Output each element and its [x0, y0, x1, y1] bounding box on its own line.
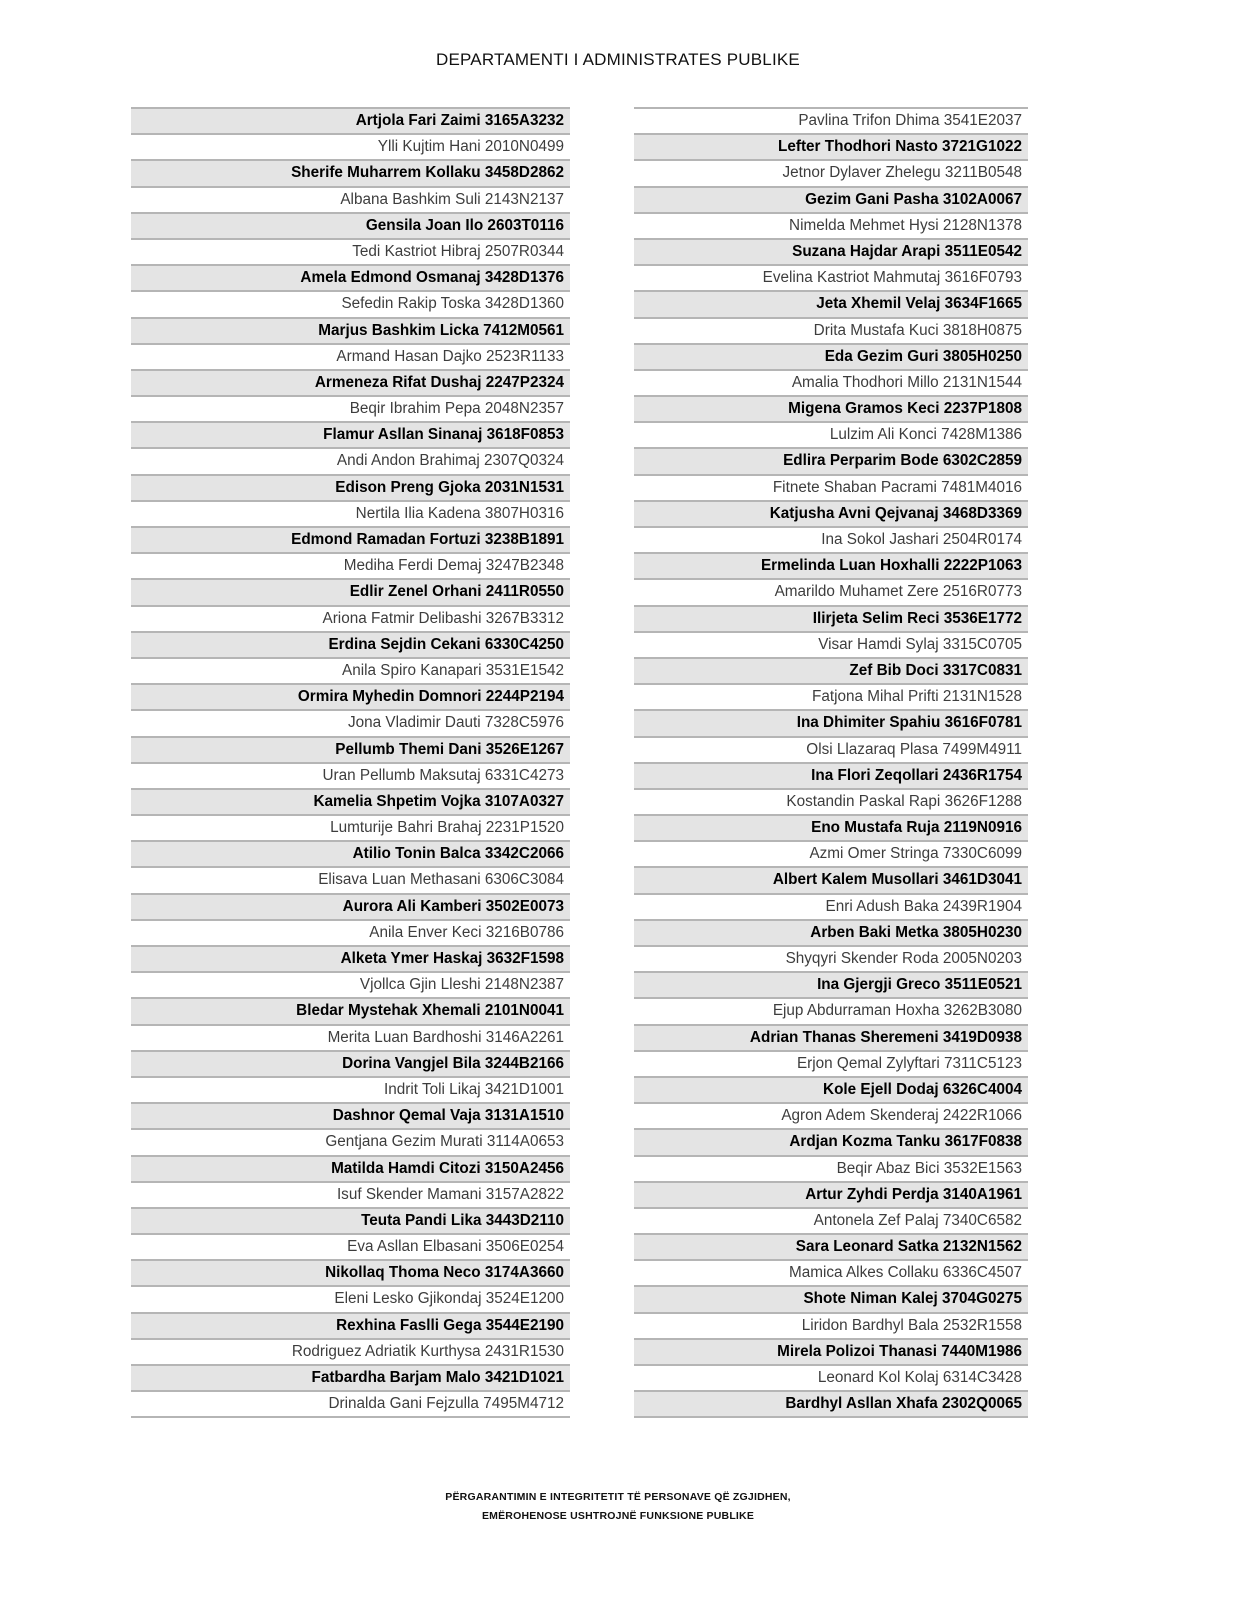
list-item: Anila Spiro Kanapari 3531E1542	[131, 657, 570, 683]
list-item: Jona Vladimir Dauti 7328C5976	[131, 709, 570, 735]
list-item: Alketa Ymer Haskaj 3632F1598	[131, 945, 570, 971]
list-item: Beqir Ibrahim Pepa 2048N2357	[131, 395, 570, 421]
list-item: Antonela Zef Palaj 7340C6582	[634, 1207, 1028, 1233]
list-item: Anila Enver Keci 3216B0786	[131, 919, 570, 945]
list-item: Kostandin Paskal Rapi 3626F1288	[634, 788, 1028, 814]
list-item: Teuta Pandi Lika 3443D2110	[131, 1207, 570, 1233]
list-item: Shote Niman Kalej 3704G0275	[634, 1285, 1028, 1311]
list-item: Dashnor Qemal Vaja 3131A1510	[131, 1102, 570, 1128]
list-item: Fitnete Shaban Pacrami 7481M4016	[634, 474, 1028, 500]
list-item: Evelina Kastriot Mahmutaj 3616F0793	[634, 264, 1028, 290]
list-item: Ina Dhimiter Spahiu 3616F0781	[634, 709, 1028, 735]
footer	[0, 1488, 1236, 1526]
list-item: Jeta Xhemil Velaj 3634F1665	[634, 290, 1028, 316]
left-name-list	[131, 107, 570, 1418]
list-item: Andi Andon Brahimaj 2307Q0324	[131, 447, 570, 473]
list-item: Edlira Perparim Bode 6302C2859	[634, 447, 1028, 473]
list-item: Drinalda Gani Fejzulla 7495M4712	[131, 1390, 570, 1416]
list-item: Azmi Omer Stringa 7330C6099	[634, 840, 1028, 866]
list-item: Albert Kalem Musollari 3461D3041	[634, 866, 1028, 892]
list-item: Nimelda Mehmet Hysi 2128N1378	[634, 212, 1028, 238]
list-item: Ariona Fatmir Delibashi 3267B3312	[131, 605, 570, 631]
list-item: Gentjana Gezim Murati 3114A0653	[131, 1128, 570, 1154]
list-item: Lumturije Bahri Brahaj 2231P1520	[131, 814, 570, 840]
list-item: Nikollaq Thoma Neco 3174A3660	[131, 1259, 570, 1285]
list-item: Drita Mustafa Kuci 3818H0875	[634, 317, 1028, 343]
list-item: Mamica Alkes Collaku 6336C4507	[634, 1259, 1028, 1285]
list-item: Ina Flori Zeqollari 2436R1754	[634, 762, 1028, 788]
list-item: Lulzim Ali Konci 7428M1386	[634, 421, 1028, 447]
footer-line-1: PËRGARANTIMIN E INTEGRITETIT TË PERSONAVE QË ZGJIDHEN,	[445, 1491, 791, 1503]
list-item: Albana Bashkim Suli 2143N2137	[131, 186, 570, 212]
list-item: Bledar Mystehak Xhemali 2101N0041	[131, 997, 570, 1023]
list-item: Zef Bib Doci 3317C0831	[634, 657, 1028, 683]
list-item: Sara Leonard Satka 2132N1562	[634, 1233, 1028, 1259]
list-item: Fatjona Mihal Prifti 2131N1528	[634, 683, 1028, 709]
list-item: Vjollca Gjin Lleshi 2148N2387	[131, 971, 570, 997]
list-item: Mediha Ferdi Demaj 3247B2348	[131, 552, 570, 578]
list-item: Ardjan Kozma Tanku 3617F0838	[634, 1128, 1028, 1154]
list-item: Eleni Lesko Gjikondaj 3524E1200	[131, 1285, 570, 1311]
list-item: Bardhyl Asllan Xhafa 2302Q0065	[634, 1390, 1028, 1416]
list-item: Kole Ejell Dodaj 6326C4004	[634, 1076, 1028, 1102]
list-item: Armeneza Rifat Dushaj 2247P2324	[131, 369, 570, 395]
list-item: Agron Adem Skenderaj 2422R1066	[634, 1102, 1028, 1128]
list-item: Artur Zyhdi Perdja 3140A1961	[634, 1181, 1028, 1207]
list-item: Eva Asllan Elbasani 3506E0254	[131, 1233, 570, 1259]
list-item: Nertila Ilia Kadena 3807H0316	[131, 500, 570, 526]
list-item: Indrit Toli Likaj 3421D1001	[131, 1076, 570, 1102]
list-item: Gensila Joan Ilo 2603T0116	[131, 212, 570, 238]
list-item: Leonard Kol Kolaj 6314C3428	[634, 1364, 1028, 1390]
list-item: Shyqyri Skender Roda 2005N0203	[634, 945, 1028, 971]
list-item: Suzana Hajdar Arapi 3511E0542	[634, 238, 1028, 264]
list-item: Erjon Qemal Zylyftari 7311C5123	[634, 1050, 1028, 1076]
list-item: Jetnor Dylaver Zhelegu 3211B0548	[634, 159, 1028, 185]
list-item: Rexhina Faslli Gega 3544E2190	[131, 1312, 570, 1338]
list-item: Matilda Hamdi Citozi 3150A2456	[131, 1155, 570, 1181]
list-item: Amalia Thodhori Millo 2131N1544	[634, 369, 1028, 395]
list-item: Flamur Asllan Sinanaj 3618F0853	[131, 421, 570, 447]
right-name-list	[634, 107, 1028, 1418]
list-item: Sherife Muharrem Kollaku 3458D2862	[131, 159, 570, 185]
list-item: Beqir Abaz Bici 3532E1563	[634, 1155, 1028, 1181]
list-item: Ylli Kujtim Hani 2010N0499	[131, 133, 570, 159]
list-item: Eno Mustafa Ruja 2119N0916	[634, 814, 1028, 840]
footer-line-2: EMËROHENOSE USHTROJNË FUNKSIONE PUBLIKE	[481, 1510, 755, 1522]
list-item: Pavlina Trifon Dhima 3541E2037	[634, 107, 1028, 133]
list-item: Ejup Abdurraman Hoxha 3262B3080	[634, 997, 1028, 1023]
list-item: Ina Sokol Jashari 2504R0174	[634, 526, 1028, 552]
list-item: Amela Edmond Osmanaj 3428D1376	[131, 264, 570, 290]
list-item: Ormira Myhedin Domnori 2244P2194	[131, 683, 570, 709]
list-item: Uran Pellumb Maksutaj 6331C4273	[131, 762, 570, 788]
list-item: Tedi Kastriot Hibraj 2507R0344	[131, 238, 570, 264]
list-item: Dorina Vangjel Bila 3244B2166	[131, 1050, 570, 1076]
list-item: Edmond Ramadan Fortuzi 3238B1891	[131, 526, 570, 552]
list-item: Sefedin Rakip Toska 3428D1360	[131, 290, 570, 316]
list-item: Pellumb Themi Dani 3526E1267	[131, 736, 570, 762]
list-item: Amarildo Muhamet Zere 2516R0773	[634, 578, 1028, 604]
list-end-rule	[131, 1416, 570, 1418]
list-item: Ilirjeta Selim Reci 3536E1772	[634, 605, 1028, 631]
list-item: Arben Baki Metka 3805H0230	[634, 919, 1028, 945]
list-item: Migena Gramos Keci 2237P1808	[634, 395, 1028, 421]
list-item: Ermelinda Luan Hoxhalli 2222P1063	[634, 552, 1028, 578]
list-item: Ina Gjergji Greco 3511E0521	[634, 971, 1028, 997]
list-item: Visar Hamdi Sylaj 3315C0705	[634, 631, 1028, 657]
list-item: Marjus Bashkim Licka 7412M0561	[131, 317, 570, 343]
list-item: Armand Hasan Dajko 2523R1133	[131, 343, 570, 369]
list-item: Kamelia Shpetim Vojka 3107A0327	[131, 788, 570, 814]
list-item: Elisava Luan Methasani 6306C3084	[131, 866, 570, 892]
list-item: Mirela Polizoi Thanasi 7440M1986	[634, 1338, 1028, 1364]
list-item: Merita Luan Bardhoshi 3146A2261	[131, 1024, 570, 1050]
list-item: Enri Adush Baka 2439R1904	[634, 893, 1028, 919]
list-item: Liridon Bardhyl Bala 2532R1558	[634, 1312, 1028, 1338]
list-item: Erdina Sejdin Cekani 6330C4250	[131, 631, 570, 657]
list-item: Eda Gezim Guri 3805H0250	[634, 343, 1028, 369]
list-item: Fatbardha Barjam Malo 3421D1021	[131, 1364, 570, 1390]
list-item: Edison Preng Gjoka 2031N1531	[131, 474, 570, 500]
list-item: Atilio Tonin Balca 3342C2066	[131, 840, 570, 866]
list-item: Rodriguez Adriatik Kurthysa 2431R1530	[131, 1338, 570, 1364]
list-item: Edlir Zenel Orhani 2411R0550	[131, 578, 570, 604]
list-item: Lefter Thodhori Nasto 3721G1022	[634, 133, 1028, 159]
list-item: Gezim Gani Pasha 3102A0067	[634, 186, 1028, 212]
page-title: DEPARTAMENTI I ADMINISTRATES PUBLIKE	[436, 50, 800, 69]
list-item: Aurora Ali Kamberi 3502E0073	[131, 893, 570, 919]
list-item: Olsi Llazaraq Plasa 7499M4911	[634, 736, 1028, 762]
list-item: Adrian Thanas Sheremeni 3419D0938	[634, 1024, 1028, 1050]
list-item: Artjola Fari Zaimi 3165A3232	[131, 107, 570, 133]
list-end-rule	[634, 1416, 1028, 1418]
list-item: Isuf Skender Mamani 3157A2822	[131, 1181, 570, 1207]
list-item: Katjusha Avni Qejvanaj 3468D3369	[634, 500, 1028, 526]
